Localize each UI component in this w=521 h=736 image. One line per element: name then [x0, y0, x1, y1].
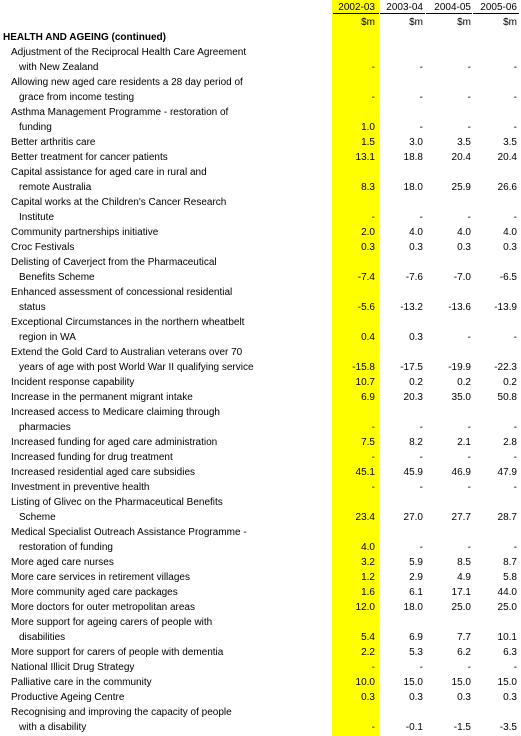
cell-2002-03: 13.1	[355, 152, 375, 163]
row-label: Investment in preventive health	[11, 482, 150, 493]
table-row	[0, 195, 521, 210]
cell-2002-03: -	[371, 422, 375, 433]
cell-2005-06: 0.2	[503, 377, 517, 388]
cell-2005-06: -	[513, 212, 517, 223]
row-label: Allowing new aged care residents a 28 day period of	[11, 77, 243, 88]
cell-2002-03: -15.8	[352, 362, 375, 373]
cell-2005-06: -13.9	[494, 302, 517, 313]
cell-2003-04: 18.8	[403, 152, 423, 163]
cell-2004-05: -1.5	[453, 722, 471, 733]
cell-2005-06: 44.0	[497, 587, 517, 598]
table-row	[0, 375, 521, 390]
row-label: Adjustment of the Reciprocal Health Care Agreement	[11, 47, 247, 58]
header-underline	[426, 13, 472, 14]
table-row	[0, 165, 521, 180]
cell-2005-06: -	[513, 482, 517, 493]
row-label: Palliative care in the community	[11, 677, 152, 688]
cell-2004-05: -	[467, 422, 471, 433]
cell-2002-03: -5.6	[357, 302, 375, 313]
cell-2005-06: 26.6	[497, 182, 517, 193]
table-row	[0, 555, 521, 570]
cell-2003-04: 18.0	[403, 602, 423, 613]
cell-2004-05: -	[467, 482, 471, 493]
cell-2004-05: 4.0	[457, 227, 471, 238]
cell-2002-03: 10.0	[355, 677, 375, 688]
cell-2004-05: -	[467, 452, 471, 463]
table-row	[0, 705, 521, 720]
cell-2002-03: -	[371, 482, 375, 493]
table-row-continuation	[0, 630, 521, 645]
cell-2004-05: 20.4	[451, 152, 471, 163]
table-row	[0, 690, 521, 705]
cell-2003-04: 0.3	[409, 692, 423, 703]
row-label: Benefits Scheme	[19, 272, 95, 283]
cell-2003-04: -	[419, 62, 423, 73]
cell-2004-05: 35.0	[451, 392, 471, 403]
cell-2004-05: 17.1	[451, 587, 471, 598]
header-row-years	[0, 0, 521, 15]
cell-2003-04: -	[419, 542, 423, 553]
col-header-2002-03: 2002-03	[338, 2, 375, 13]
row-label: with New Zealand	[19, 62, 99, 73]
cell-2004-05: 0.3	[457, 692, 471, 703]
cell-2002-03: 12.0	[355, 602, 375, 613]
table-row	[0, 675, 521, 690]
row-label: More doctors for outer metropolitan areas	[11, 602, 195, 613]
table-row	[0, 450, 521, 465]
cell-2004-05: -	[467, 212, 471, 223]
row-label: Scheme	[19, 512, 56, 523]
row-label: Increased funding for drug treatment	[11, 452, 173, 463]
cell-2004-05: 8.5	[457, 557, 471, 568]
section-heading-row	[0, 30, 521, 45]
unit-label: $m	[409, 17, 423, 28]
row-label: Extend the Gold Card to Australian veterans over 70	[11, 347, 243, 358]
header-underline	[380, 13, 425, 14]
row-label: Capital assistance for aged care in rural and	[11, 167, 207, 178]
row-label: with a disability	[19, 722, 87, 733]
cell-2003-04: -7.6	[405, 272, 423, 283]
table-row	[0, 660, 521, 675]
cell-2003-04: 0.2	[409, 377, 423, 388]
cell-2003-04: -13.2	[400, 302, 423, 313]
cell-2005-06: -	[513, 62, 517, 73]
row-label: remote Australia	[19, 182, 92, 193]
row-label: More support for ageing carers of people with	[11, 617, 213, 628]
cell-2002-03: 7.5	[361, 437, 375, 448]
cell-2005-06: -	[513, 452, 517, 463]
cell-2005-06: 28.7	[497, 512, 517, 523]
row-label: Increased residential aged care subsidies	[11, 467, 195, 478]
table-row-continuation	[0, 420, 521, 435]
section-title: HEALTH AND AGEING (continued)	[3, 32, 166, 43]
cell-2003-04: 6.9	[409, 632, 423, 643]
cell-2003-04: 0.3	[409, 242, 423, 253]
cell-2005-06: 20.4	[497, 152, 517, 163]
cell-2003-04: -	[419, 452, 423, 463]
cell-2005-06: 3.5	[503, 137, 517, 148]
cell-2003-04: -	[419, 422, 423, 433]
cell-2005-06: 47.9	[497, 467, 517, 478]
cell-2005-06: -	[513, 662, 517, 673]
cell-2002-03: 6.9	[361, 392, 375, 403]
header-underline	[473, 13, 519, 14]
cell-2003-04: 5.3	[409, 647, 423, 658]
table-row	[0, 645, 521, 660]
row-label: Better treatment for cancer patients	[11, 152, 168, 163]
cell-2002-03: 45.1	[355, 467, 375, 478]
header-underline	[333, 13, 379, 14]
table-row	[0, 435, 521, 450]
unit-label: $m	[457, 17, 471, 28]
cell-2005-06: -3.5	[499, 722, 517, 733]
row-label: funding	[19, 122, 52, 133]
cell-2005-06: -6.5	[499, 272, 517, 283]
cell-2002-03: 1.2	[361, 572, 375, 583]
row-label: restoration of funding	[19, 542, 113, 553]
table-row-continuation	[0, 270, 521, 285]
row-label: pharmacies	[19, 422, 71, 433]
cell-2003-04: 27.0	[403, 512, 423, 523]
row-label: grace from income testing	[19, 92, 135, 103]
cell-2004-05: 25.9	[451, 182, 471, 193]
row-label: Asthma Management Programme - restoration of	[11, 107, 229, 118]
row-label: Productive Ageing Centre	[11, 692, 125, 703]
cell-2002-03: -	[371, 452, 375, 463]
cell-2005-06: -	[513, 422, 517, 433]
table-row-continuation	[0, 120, 521, 135]
cell-2005-06: 0.3	[503, 692, 517, 703]
cell-2004-05: -	[467, 122, 471, 133]
cell-2005-06: 5.8	[503, 572, 517, 583]
col-header-2004-05: 2004-05	[434, 2, 471, 13]
cell-2005-06: 2.8	[503, 437, 517, 448]
cell-2004-05: 0.3	[457, 242, 471, 253]
row-label: Recognising and improving the capacity of people	[11, 707, 232, 718]
row-label: Institute	[19, 212, 55, 223]
table-row-continuation	[0, 90, 521, 105]
cell-2002-03: -	[371, 722, 375, 733]
row-label: Incident response capability	[11, 377, 135, 388]
cell-2005-06: 8.7	[503, 557, 517, 568]
cell-2004-05: 27.7	[451, 512, 471, 523]
cell-2004-05: -	[467, 332, 471, 343]
row-label: region in WA	[19, 332, 76, 343]
table-row	[0, 240, 521, 255]
row-label: Capital works at the Children's Cancer Research	[11, 197, 227, 208]
row-label: More community aged care packages	[11, 587, 178, 598]
cell-2003-04: -0.1	[405, 722, 423, 733]
cell-2002-03: -	[371, 92, 375, 103]
row-label: More aged care nurses	[11, 557, 114, 568]
cell-2005-06: 10.1	[497, 632, 517, 643]
cell-2005-06: -	[513, 92, 517, 103]
table-row	[0, 495, 521, 510]
cell-2003-04: 3.0	[409, 137, 423, 148]
row-label: Better arthritis care	[11, 137, 96, 148]
row-label: Medical Specialist Outreach Assistance Programme -	[11, 527, 247, 538]
cell-2005-06: 15.0	[497, 677, 517, 688]
table-row	[0, 105, 521, 120]
table-row	[0, 345, 521, 360]
cell-2002-03: 23.4	[355, 512, 375, 523]
cell-2003-04: 8.2	[409, 437, 423, 448]
table-row	[0, 615, 521, 630]
cell-2003-04: 45.9	[403, 467, 423, 478]
table-row-continuation	[0, 360, 521, 375]
cell-2005-06: -22.3	[494, 362, 517, 373]
cell-2002-03: 0.3	[361, 242, 375, 253]
table-row	[0, 585, 521, 600]
cell-2002-03: 10.7	[355, 377, 375, 388]
cell-2002-03: -7.4	[357, 272, 375, 283]
col-header-2005-06: 2005-06	[480, 2, 517, 13]
cell-2003-04: -	[419, 92, 423, 103]
table-row-continuation	[0, 330, 521, 345]
cell-2003-04: 20.3	[403, 392, 423, 403]
table-row	[0, 45, 521, 60]
cell-2002-03: 4.0	[361, 542, 375, 553]
cell-2004-05: 15.0	[451, 677, 471, 688]
row-label: National Illicit Drug Strategy	[11, 662, 135, 673]
cell-2003-04: -	[419, 212, 423, 223]
cell-2005-06: 50.8	[497, 392, 517, 403]
row-label: Enhanced assessment of concessional residential	[11, 287, 233, 298]
cell-2004-05: -	[467, 662, 471, 673]
cell-2005-06: 25.0	[497, 602, 517, 613]
table-row-continuation	[0, 720, 521, 735]
row-label: status	[19, 302, 46, 313]
table-row	[0, 150, 521, 165]
table-row-continuation	[0, 510, 521, 525]
table-row-continuation	[0, 180, 521, 195]
cell-2004-05: -	[467, 62, 471, 73]
cell-2002-03: 0.3	[361, 692, 375, 703]
cell-2003-04: -17.5	[400, 362, 423, 373]
cell-2003-04: -	[419, 482, 423, 493]
cell-2003-04: 6.1	[409, 587, 423, 598]
row-label: Increase in the permanent migrant intake	[11, 392, 193, 403]
unit-label: $m	[503, 17, 517, 28]
row-label: More support for carers of people with dementia	[11, 647, 224, 658]
cell-2002-03: -	[371, 62, 375, 73]
table-row	[0, 405, 521, 420]
cell-2002-03: 5.4	[361, 632, 375, 643]
table-row	[0, 285, 521, 300]
cell-2004-05: 25.0	[451, 602, 471, 613]
table-row	[0, 525, 521, 540]
table-row	[0, 600, 521, 615]
cell-2004-05: 0.2	[457, 377, 471, 388]
cell-2002-03: 2.0	[361, 227, 375, 238]
cell-2003-04: 0.3	[409, 332, 423, 343]
cell-2004-05: 7.7	[457, 632, 471, 643]
table-row-continuation	[0, 210, 521, 225]
cell-2005-06: -	[513, 542, 517, 553]
cell-2004-05: -13.6	[448, 302, 471, 313]
cell-2004-05: 6.2	[457, 647, 471, 658]
row-label: Increased access to Medicare claiming through	[11, 407, 220, 418]
cell-2004-05: 46.9	[451, 467, 471, 478]
cell-2003-04: 18.0	[403, 182, 423, 193]
cell-2003-04: -	[419, 662, 423, 673]
cell-2002-03: 2.2	[361, 647, 375, 658]
cell-2002-03: 8.3	[361, 182, 375, 193]
row-label: Croc Festivals	[11, 242, 75, 253]
cell-2004-05: -7.0	[453, 272, 471, 283]
col-header-2003-04: 2003-04	[386, 2, 423, 13]
cell-2004-05: 4.9	[457, 572, 471, 583]
cell-2003-04: -	[419, 122, 423, 133]
cell-2003-04: 4.0	[409, 227, 423, 238]
cell-2002-03: 1.5	[361, 137, 375, 148]
table-row-continuation	[0, 540, 521, 555]
cell-2005-06: 6.3	[503, 647, 517, 658]
cell-2003-04: 15.0	[403, 677, 423, 688]
cell-2002-03: -	[371, 212, 375, 223]
cell-2004-05: -19.9	[448, 362, 471, 373]
unit-label: $m	[361, 17, 375, 28]
table-row	[0, 390, 521, 405]
cell-2005-06: 4.0	[503, 227, 517, 238]
table-row	[0, 465, 521, 480]
row-label: disabilities	[19, 632, 66, 643]
cell-2005-06: 0.3	[503, 242, 517, 253]
cell-2003-04: 2.9	[409, 572, 423, 583]
cell-2002-03: 0.4	[361, 332, 375, 343]
cell-2004-05: -	[467, 542, 471, 553]
cell-2005-06: -	[513, 332, 517, 343]
cell-2003-04: 5.9	[409, 557, 423, 568]
table-row-continuation	[0, 300, 521, 315]
cell-2004-05: -	[467, 92, 471, 103]
table-row	[0, 75, 521, 90]
table-row	[0, 315, 521, 330]
cell-2002-03: 1.6	[361, 587, 375, 598]
cell-2005-06: -	[513, 122, 517, 133]
row-label: Increased funding for aged care administration	[11, 437, 218, 448]
table-row	[0, 480, 521, 495]
table-row	[0, 225, 521, 240]
cell-2004-05: 3.5	[457, 137, 471, 148]
table-row	[0, 135, 521, 150]
row-label: Delisting of Caverject from the Pharmaceutical	[11, 257, 217, 268]
cell-2002-03: 3.2	[361, 557, 375, 568]
row-label: More care services in retirement villages	[11, 572, 190, 583]
table-row	[0, 570, 521, 585]
row-label: Listing of Glivec on the Pharmaceutical Benefits	[11, 497, 223, 508]
table-row-continuation	[0, 60, 521, 75]
row-label: Community partnerships initiative	[11, 227, 159, 238]
cell-2002-03: 1.0	[361, 122, 375, 133]
header-row-units	[0, 15, 521, 30]
table-row	[0, 255, 521, 270]
row-label: years of age with post World War II qualifying service	[19, 362, 254, 373]
cell-2004-05: 2.1	[457, 437, 471, 448]
cell-2002-03: -	[371, 662, 375, 673]
row-label: Exceptional Circumstances in the northern wheatbelt	[11, 317, 245, 328]
